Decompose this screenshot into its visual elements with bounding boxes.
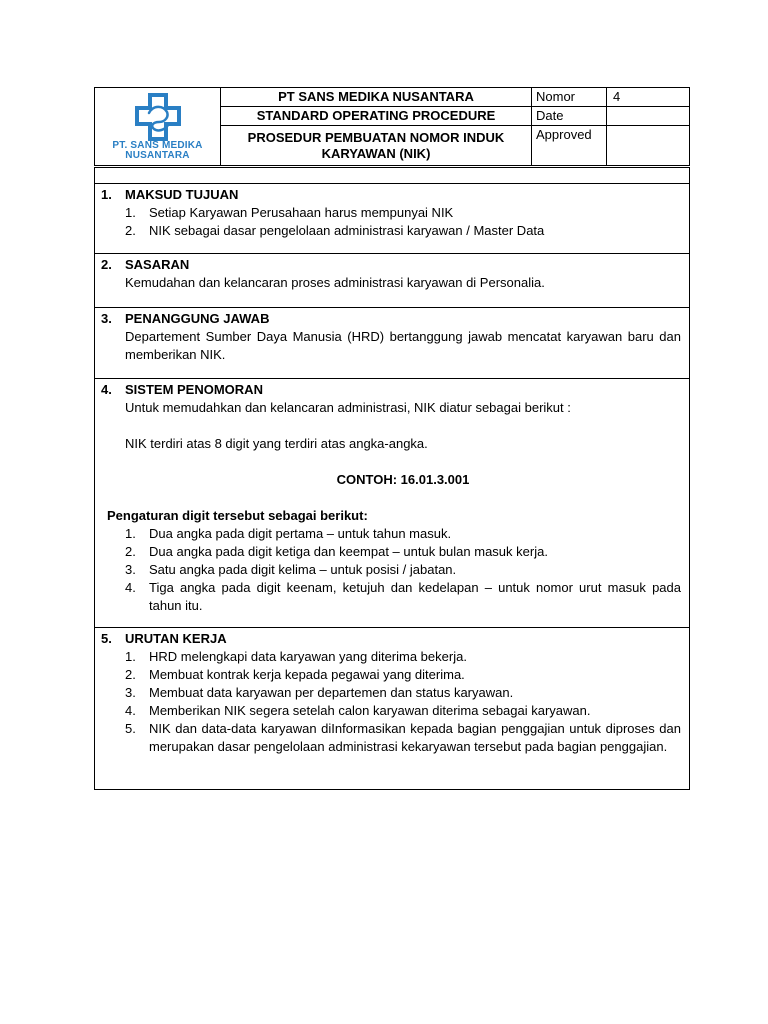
list-item (125, 561, 681, 579)
date-label: Date (532, 107, 607, 126)
section-number: 3. (101, 311, 112, 326)
purpose-list (125, 204, 681, 240)
item-number: 3. (125, 562, 136, 577)
list-item (125, 543, 681, 561)
approved-value (607, 126, 690, 166)
section-title: URUTAN KERJA (125, 631, 227, 646)
logo-line-2: NUSANTARA (125, 149, 190, 161)
item-text: NIK dan data-data karyawan diInformasikan kepada bagian penggajian untuk diproses dan merupakan dasar pengelolaan administrasi kekaryawan tersebut pada bagian penggajian. (149, 721, 681, 754)
item-number: 4. (125, 703, 136, 718)
list-item (125, 222, 681, 240)
section-number: 1. (101, 187, 112, 202)
logo-cell (95, 88, 221, 166)
section-urutan-kerja (94, 627, 690, 790)
item-number: 4. (125, 580, 136, 595)
nomor-value: 4 (607, 88, 690, 107)
section-penanggung-jawab (94, 307, 690, 379)
item-text: Tiga angka pada digit keenam, ketujuh dan kedelapan – untuk nomor urut masuk pada tahun itu. (149, 580, 681, 613)
item-text: Dua angka pada digit pertama – untuk tahun masuk. (149, 526, 452, 541)
logo-line-1: PT. SANS MEDIKA (112, 139, 203, 151)
item-number: 2. (125, 544, 136, 559)
section-title: SASARAN (125, 257, 190, 272)
section-title: MAKSUD TUJUAN (125, 187, 239, 202)
list-item (125, 648, 681, 666)
company-logo (95, 93, 220, 161)
section-heading (101, 381, 681, 399)
item-text: Memberikan NIK segera setelah calon karyawan diterima sebagai karyawan. (149, 703, 591, 718)
digit-count-text: NIK terdiri atas 8 digit yang terdiri atas angka-angka. (125, 436, 428, 451)
section-title: PENANGGUNG JAWAB (125, 311, 270, 326)
spacer-row (94, 167, 690, 184)
section-heading (101, 186, 681, 204)
item-text: Dua angka pada digit ketiga dan keempat – untuk bulan masuk kerja. (149, 544, 548, 559)
work-steps-list (125, 648, 681, 756)
date-value (607, 107, 690, 126)
medical-cross-icon (123, 93, 193, 141)
item-text: HRD melengkapi data karyawan yang diterima bekerja. (149, 649, 467, 664)
list-item (125, 702, 681, 720)
list-item (125, 204, 681, 222)
item-text: Satu angka pada digit kelima – untuk posisi / jabatan. (149, 562, 457, 577)
digit-rules-list (125, 525, 681, 615)
item-number: 5. (125, 721, 136, 736)
numbering-intro: Untuk memudahkan dan kelancaran administrasi, NIK diatur sebagai berikut : (125, 400, 571, 415)
section-number: 4. (101, 382, 112, 397)
section-text: Kemudahan dan kelancaran proses administrasi karyawan di Personalia. (125, 275, 545, 290)
item-number: 1. (125, 205, 136, 220)
item-text: Membuat data karyawan per departemen dan status karyawan. (149, 685, 514, 700)
item-number: 1. (125, 526, 136, 541)
document-type: STANDARD OPERATING PROCEDURE (221, 107, 532, 126)
nik-example: CONTOH: 16.01.3.001 (336, 472, 470, 487)
list-item (125, 525, 681, 543)
section-maksud-tujuan (94, 183, 690, 254)
digit-rules-title: Pengaturan digit tersebut sebagai berikut: (107, 508, 368, 523)
section-heading (101, 310, 681, 328)
item-number: 2. (125, 223, 136, 238)
section-heading (101, 630, 681, 648)
section-sistem-penomoran (94, 378, 690, 628)
company-name: PT SANS MEDIKA NUSANTARA (221, 88, 532, 107)
list-item (125, 579, 681, 615)
nomor-label: Nomor (532, 88, 607, 107)
item-text: Setiap Karyawan Perusahaan harus mempunyai NIK (149, 205, 454, 220)
section-number: 5. (101, 631, 112, 646)
approved-label: Approved (532, 126, 607, 166)
procedure-title: PROSEDUR PEMBUATAN NOMOR INDUK KARYAWAN (NIK) (221, 126, 532, 166)
list-item (125, 720, 681, 756)
item-number: 2. (125, 667, 136, 682)
item-number: 3. (125, 685, 136, 700)
list-item (125, 666, 681, 684)
section-heading (101, 256, 681, 274)
section-text: Departement Sumber Daya Manusia (HRD) bertanggung jawab mencatat karyawan baru dan memberikan NIK. (125, 329, 681, 362)
list-item (125, 684, 681, 702)
sop-header-table (94, 87, 690, 166)
section-number: 2. (101, 257, 112, 272)
item-text: NIK sebagai dasar pengelolaan administrasi karyawan / Master Data (149, 223, 545, 238)
item-number: 1. (125, 649, 136, 664)
item-text: Membuat kontrak kerja kepada pegawai yang diterima. (149, 667, 465, 682)
section-title: SISTEM PENOMORAN (125, 382, 263, 397)
section-sasaran (94, 253, 690, 308)
